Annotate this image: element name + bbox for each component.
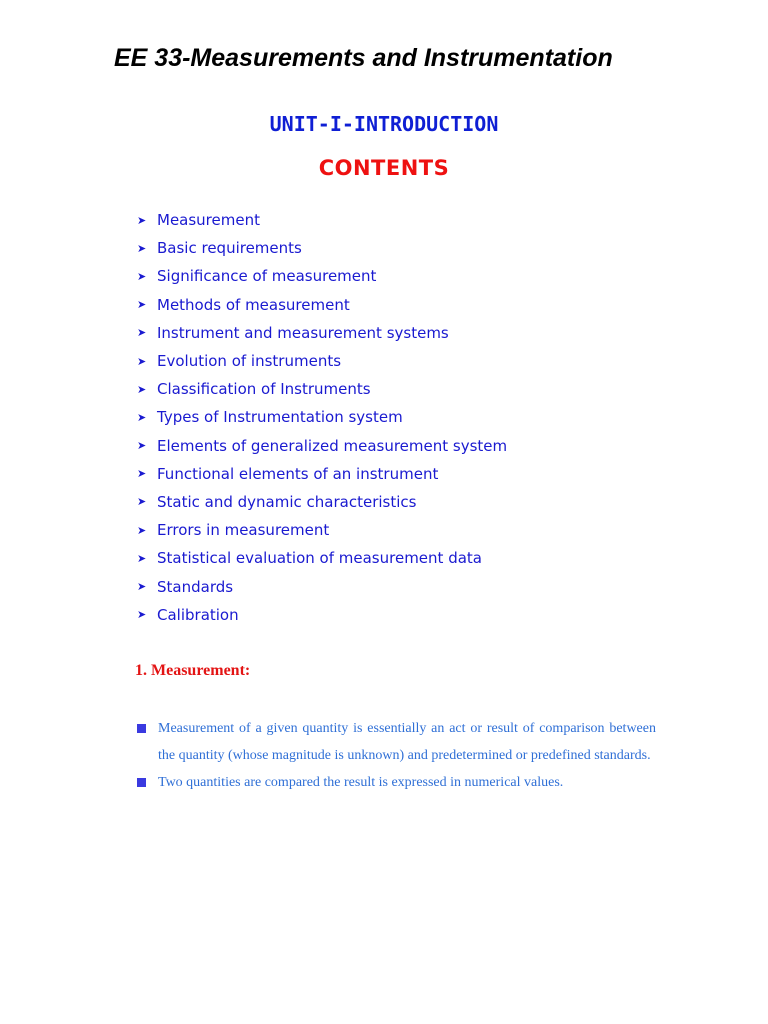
- toc-item: [137, 488, 507, 516]
- toc-item: [137, 432, 507, 460]
- toc-item: [137, 262, 507, 290]
- contents-heading: CONTENTS: [318, 156, 450, 180]
- arrow-right-icon: ➤: [137, 354, 147, 368]
- toc-item: [137, 601, 507, 629]
- toc-item-label: Methods of measurement: [157, 295, 350, 314]
- square-bullet-icon: [137, 724, 146, 733]
- arrow-right-icon: ➤: [137, 213, 147, 227]
- toc-item-label: Elements of generalized measurement system: [157, 436, 508, 455]
- toc-item: [137, 460, 507, 488]
- toc-item-label: Errors in measurement: [157, 521, 330, 540]
- arrow-right-icon: ➤: [137, 410, 147, 424]
- arrow-right-icon: ➤: [137, 326, 147, 340]
- toc-item-label: Significance of measurement: [157, 267, 377, 286]
- arrow-right-icon: ➤: [137, 439, 147, 453]
- toc-item: [137, 516, 507, 544]
- toc-item: [137, 572, 507, 600]
- document-title: EE 33-Measurements and Instrumentation: [114, 44, 613, 72]
- paragraph-text: Two quantities are compared the result is expressed in numerical values.: [158, 775, 564, 790]
- square-bullet-icon: [137, 778, 146, 787]
- table-of-contents: [137, 206, 507, 629]
- paragraph-text: Measurement of a given quantity is essentially an act or result of comparison between the quantity (whose magnitude is unknown) and predetermined or predefined standards.: [158, 721, 656, 763]
- toc-item-label: Functional elements of an instrument: [157, 464, 439, 483]
- toc-item: [137, 347, 507, 375]
- toc-item: [137, 206, 507, 234]
- arrow-right-icon: ➤: [137, 608, 147, 622]
- toc-item-label: Standards: [157, 577, 234, 596]
- toc-item-label: Static and dynamic characteristics: [157, 492, 417, 511]
- toc-item: [137, 375, 507, 403]
- toc-item-label: Calibration: [157, 605, 239, 624]
- toc-item-label: Basic requirements: [157, 239, 302, 258]
- toc-item: [137, 403, 507, 431]
- toc-item-label: Types of Instrumentation system: [157, 408, 403, 427]
- list-item: [134, 715, 656, 769]
- toc-item: [137, 544, 507, 572]
- arrow-right-icon: ➤: [137, 467, 147, 481]
- toc-item-label: Evolution of instruments: [157, 352, 342, 371]
- toc-item: [137, 291, 507, 319]
- toc-item-label: Classification of Instruments: [157, 380, 371, 399]
- arrow-right-icon: ➤: [137, 580, 147, 594]
- toc-item-label: Instrument and measurement systems: [157, 323, 449, 342]
- arrow-right-icon: ➤: [137, 298, 147, 312]
- arrow-right-icon: ➤: [137, 495, 147, 509]
- toc-item: [137, 234, 507, 262]
- arrow-right-icon: ➤: [137, 551, 147, 565]
- unit-title: UNIT-I-INTRODUCTION: [269, 112, 499, 136]
- section-bullet-list: [134, 715, 656, 796]
- toc-item-label: Statistical evaluation of measurement data: [157, 549, 482, 568]
- arrow-right-icon: ➤: [137, 523, 147, 537]
- arrow-right-icon: ➤: [137, 382, 147, 396]
- toc-item: [137, 319, 507, 347]
- toc-item-label: Measurement: [157, 211, 260, 230]
- list-item: [134, 769, 656, 796]
- section-heading: 1. Measurement:: [135, 662, 251, 679]
- arrow-right-icon: ➤: [137, 241, 147, 255]
- arrow-right-icon: ➤: [137, 269, 147, 283]
